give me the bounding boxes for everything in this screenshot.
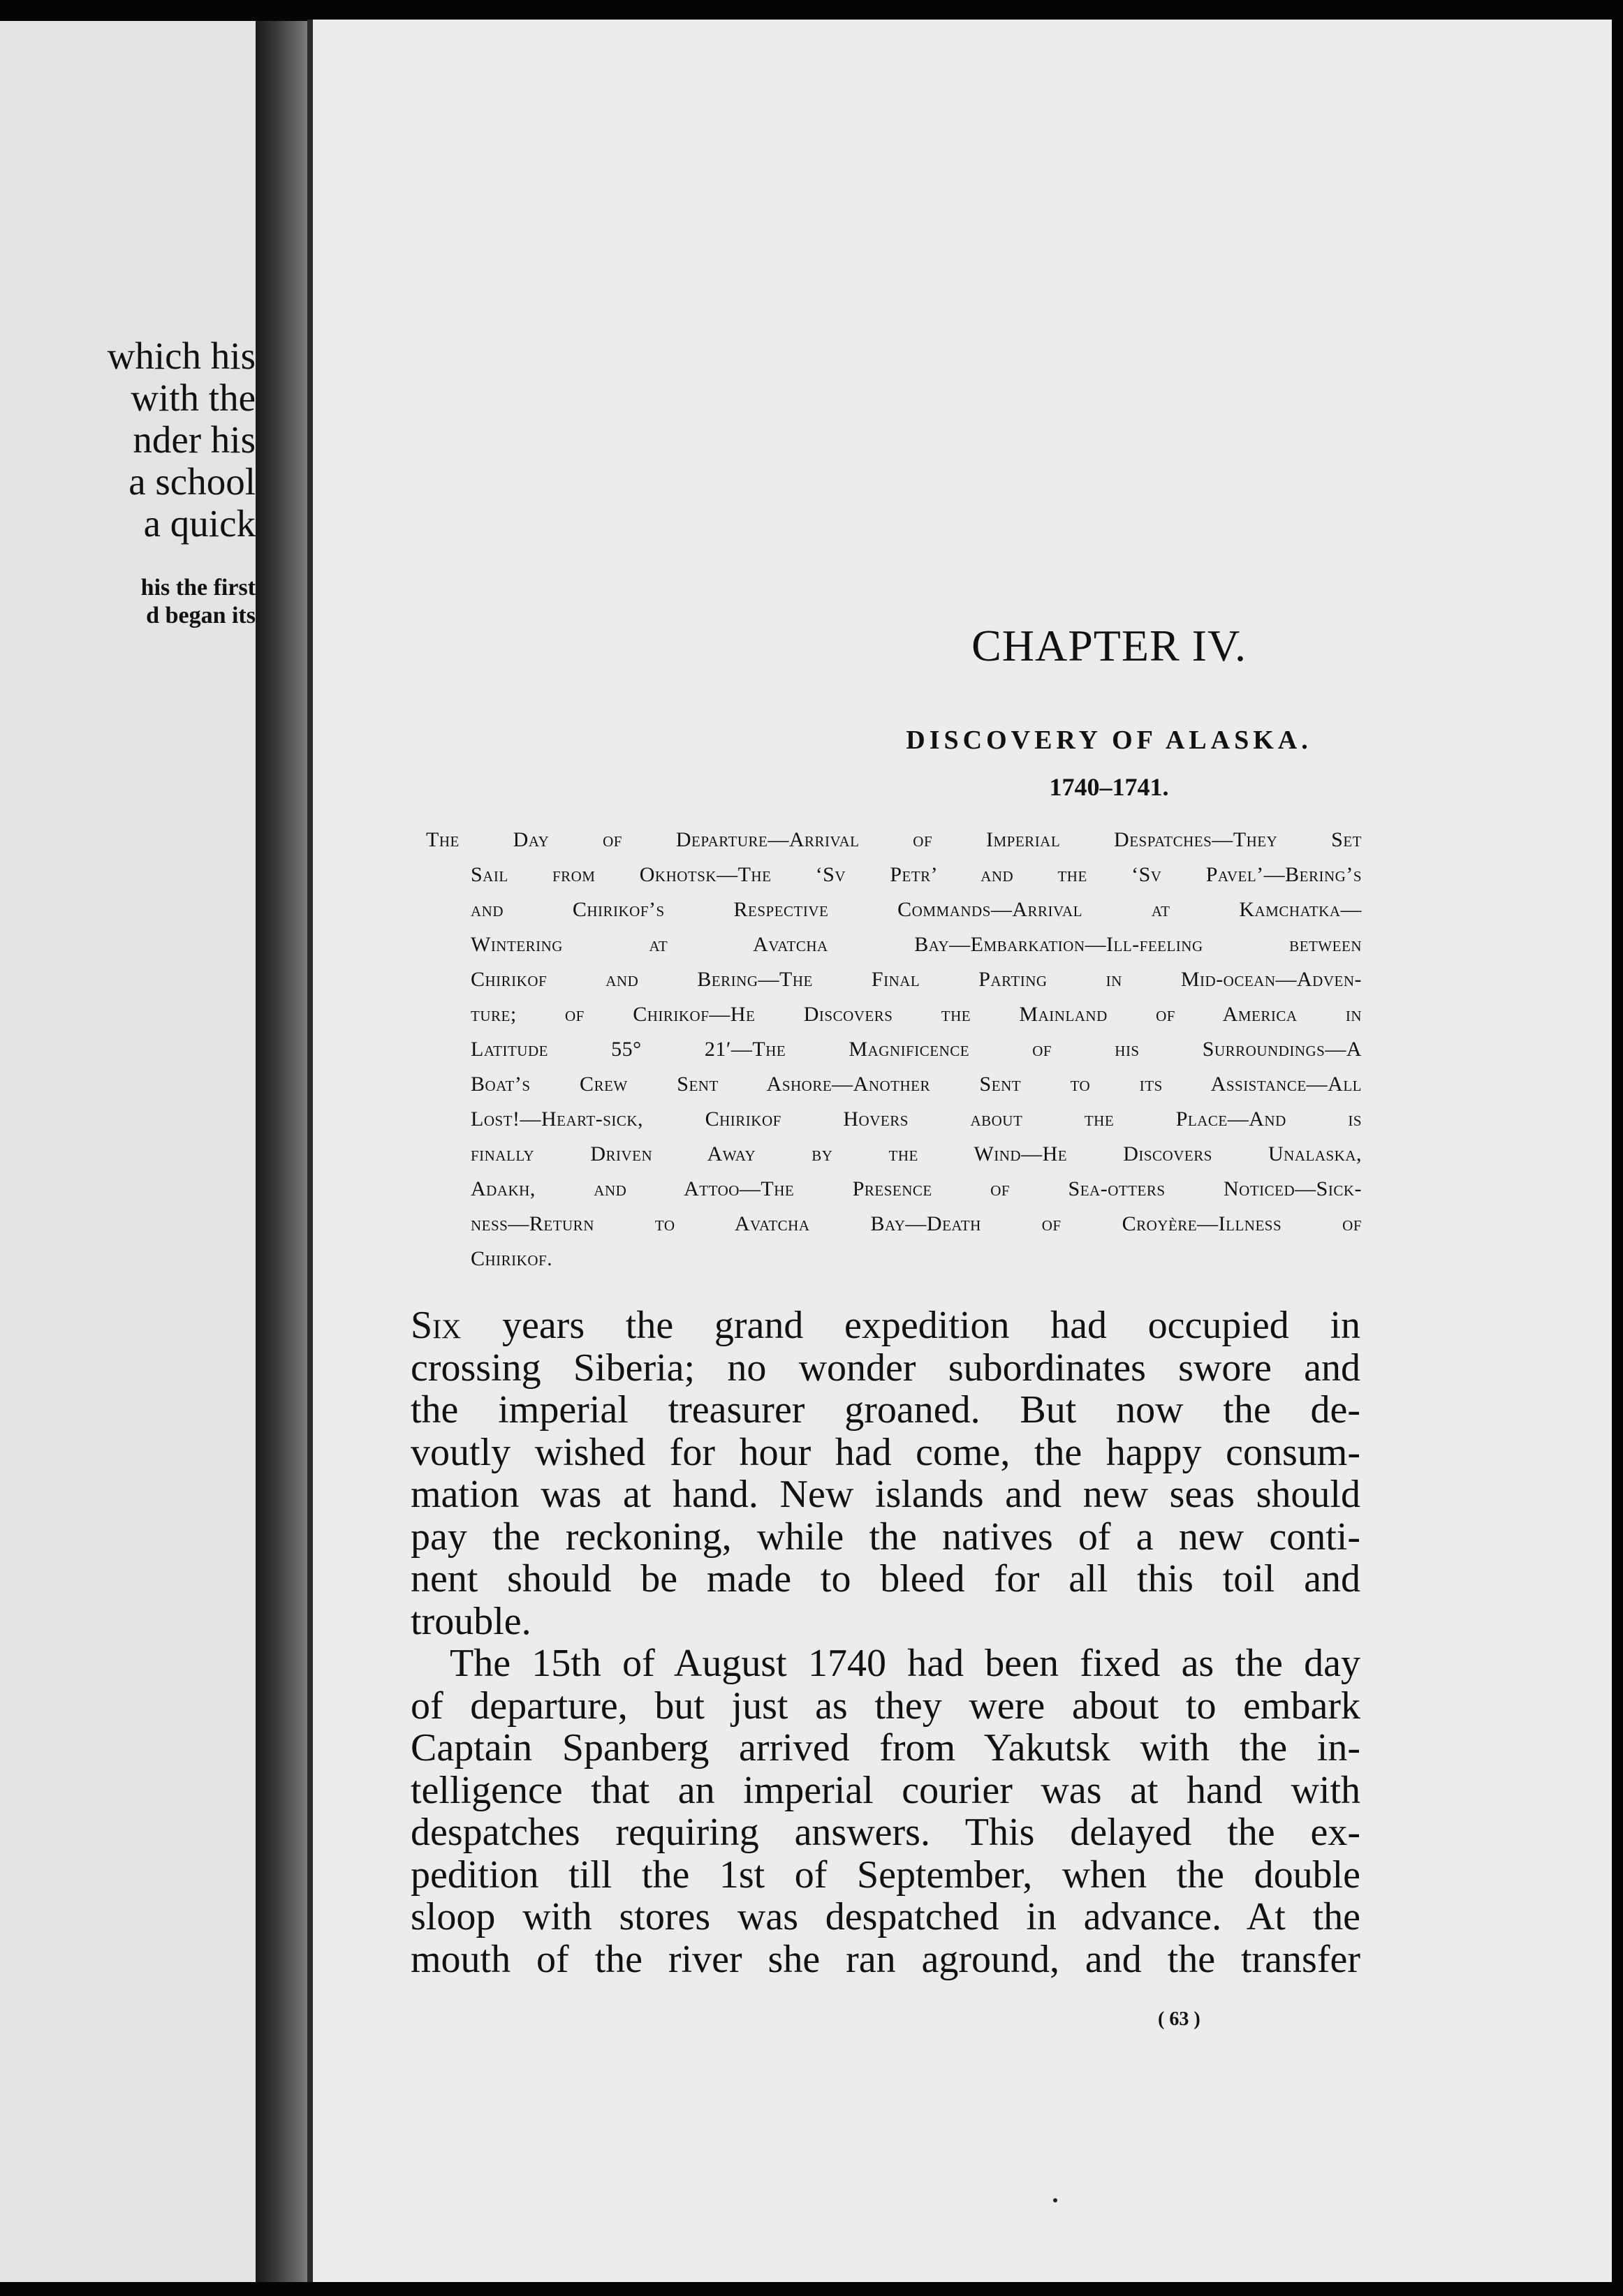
- summary-line: The Day of Departure—Arrival of Imperial Despatches—They Set: [426, 828, 1362, 851]
- section-title: DISCOVERY OF ALASKA.: [906, 726, 1312, 755]
- summary-line: ness—Return to Avatcha Bay—Death of Croyère—Illness of: [471, 1212, 1362, 1235]
- summary-line: Wintering at Avatcha Bay—Embarkation—Ill-feeling between: [471, 933, 1362, 956]
- summary-line: Chirikof and Bering—The Final Parting in Mid-ocean—Adven-: [471, 968, 1362, 991]
- right-page: [307, 20, 1612, 2282]
- chapter-years: 1740–1741.: [1049, 773, 1169, 801]
- summary-line: Adakh, and Attoo—The Presence of Sea-otters Noticed—Sick-: [471, 1177, 1362, 1200]
- left-footnote-line: d began its: [146, 603, 256, 628]
- summary-line: Lost!—Heart-sick, Chirikof Hovers about the Place—And is: [471, 1107, 1362, 1131]
- left-page-text-fragments: [4, 335, 256, 630]
- body-line: despatches requiring answers. This delayed the ex-: [411, 1811, 1360, 1854]
- body-line: [411, 1304, 1360, 1347]
- summary-line: Sail from Okhotsk—The ‘Sv Petr’ and the ‘Sv Pavel’—Bering’s: [471, 863, 1362, 886]
- body-line: pay the reckoning, while the natives of a new conti-: [411, 1515, 1360, 1559]
- body-line: mouth of the river she ran aground, and the transfer: [411, 1937, 1360, 1981]
- body-line: mation was at hand. New islands and new seas should: [411, 1473, 1360, 1516]
- left-line: with the: [131, 376, 256, 419]
- left-page: [0, 21, 256, 2290]
- paper-speck: [1053, 2198, 1057, 2202]
- body-line: nent should be made to bleed for all this toil and: [411, 1557, 1360, 1600]
- summary-line: finally Driven Away by the Wind—He Discovers Unalaska,: [471, 1142, 1362, 1165]
- summary-line: ture; of Chirikof—He Discovers the Mainland of America in: [471, 1003, 1362, 1026]
- body-line: of departure, but just as they were about to embark: [411, 1684, 1360, 1728]
- left-footnote-line: his the first: [140, 575, 256, 601]
- body-line: pedition till the 1st of September, when the double: [411, 1853, 1360, 1897]
- body-text: [411, 1304, 1360, 1980]
- body-line: crossing Siberia; no wonder subordinates swore and: [411, 1346, 1360, 1390]
- summary-line: Boat’s Crew Sent Ashore—Another Sent to its Assistance—All: [471, 1073, 1362, 1096]
- left-line: which his: [107, 334, 256, 377]
- body-line: the imperial treasurer groaned. But now the de-: [411, 1388, 1360, 1432]
- page-number: ( 63 ): [1158, 2008, 1200, 2030]
- left-line: a quick: [143, 502, 256, 545]
- left-line: a school: [128, 460, 256, 503]
- scan-border: [0, 2282, 1623, 2296]
- drop-word: Six: [411, 1304, 462, 1347]
- summary-line: Latitude 55° 21′—The Magnificence of his Surroundings—A: [471, 1038, 1362, 1061]
- left-gap: [4, 545, 256, 574]
- left-line: nder his: [133, 418, 256, 461]
- chapter-title: CHAPTER IV.: [971, 621, 1247, 670]
- body-line: Captain Spanberg arrived from Yakutsk with the in-: [411, 1726, 1360, 1769]
- body-line: The 15th of August 1740 had been fixed as the day: [450, 1642, 1360, 1685]
- summary-line: and Chirikof’s Respective Commands—Arrival at Kamchatka—: [471, 898, 1362, 921]
- body-line: telligence that an imperial courier was at hand with: [411, 1768, 1360, 1812]
- body-line: trouble.: [411, 1599, 531, 1643]
- body-line-rest: years the grand expedition had occupied in: [461, 1304, 1360, 1347]
- body-line: sloop with stores was despatched in advance. At the: [411, 1895, 1360, 1938]
- summary-line: Chirikof.: [471, 1247, 553, 1270]
- body-line: voutly wished for hour had come, the happy consum-: [411, 1430, 1360, 1474]
- chapter-summary: [426, 823, 1362, 1276]
